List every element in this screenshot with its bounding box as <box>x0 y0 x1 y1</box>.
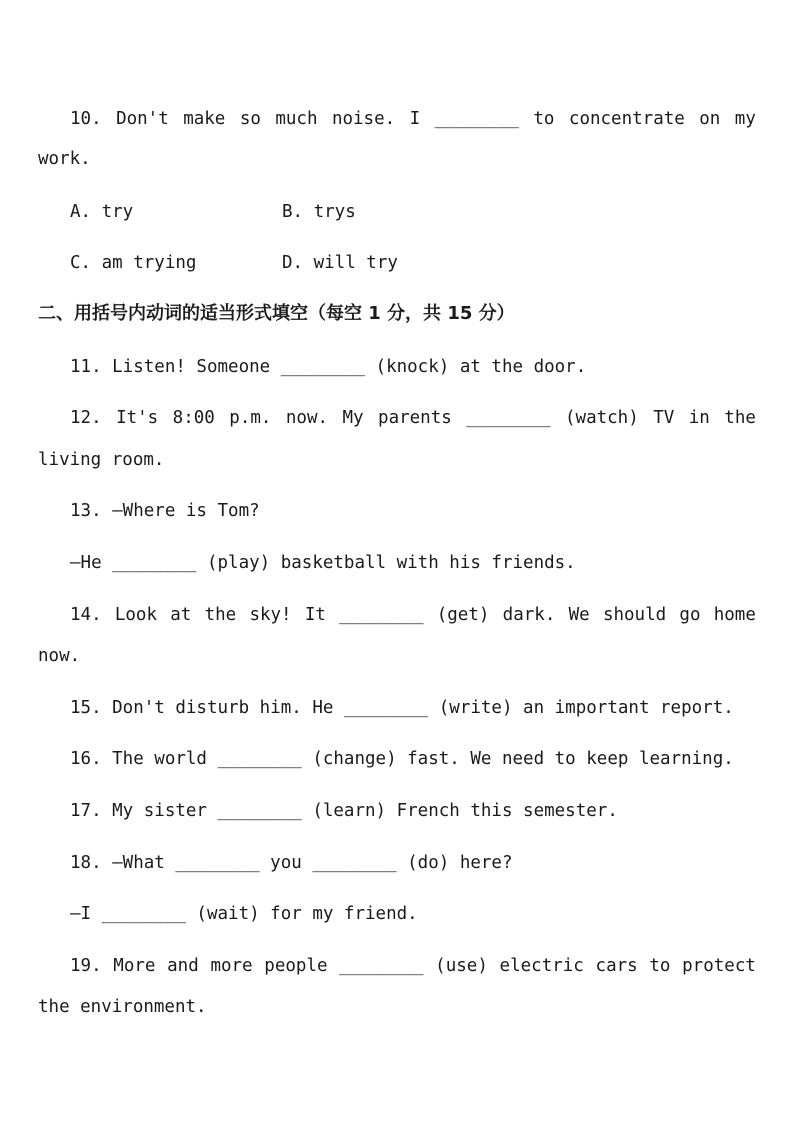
question-14 <box>70 603 756 627</box>
question-12 <box>70 406 756 430</box>
question-14-word: It <box>304 605 326 625</box>
question-10-continuation: work. <box>38 149 91 169</box>
question-10 <box>70 107 756 131</box>
question-12-word: (watch) <box>565 408 639 428</box>
question-10-word: concentrate <box>568 109 685 129</box>
question-17: 17. My sister ________ (learn) French this semester. <box>70 801 618 821</box>
question-12-word: TV <box>653 408 675 428</box>
question-10-word: noise. <box>331 109 396 129</box>
question-19-word: more <box>210 956 253 976</box>
question-12-word: 8:00 <box>172 408 215 428</box>
question-12-word: It's <box>116 408 159 428</box>
question-14-word: 14. <box>70 605 102 625</box>
section-heading: 二、用括号内动词的适当形式填空（每空 1 分，共 15 分） <box>38 303 515 324</box>
question-10-word: Don't <box>116 109 169 129</box>
option-b: B. trys <box>282 202 356 222</box>
question-13: 13. —Where is Tom? <box>70 501 260 521</box>
question-14-word: dark. <box>502 605 556 625</box>
question-19-word: to <box>649 956 671 976</box>
option-c: C. am trying <box>70 253 197 273</box>
question-14-word: We <box>568 605 590 625</box>
question-10-word: I <box>409 109 421 129</box>
question-18-answer: —I ________ (wait) for my friend. <box>70 904 418 924</box>
question-11: 11. Listen! Someone ________ (knock) at the door. <box>70 357 587 377</box>
question-10-word: make <box>183 109 226 129</box>
question-10-word: on <box>699 109 721 129</box>
question-12-word: ________ <box>466 408 551 428</box>
question-12-word: in <box>688 408 710 428</box>
question-12-word: now. <box>285 408 329 428</box>
question-14-word: ________ <box>339 605 424 625</box>
question-10-word: my <box>734 109 756 129</box>
question-12-word: parents <box>378 408 452 428</box>
question-15: 15. Don't disturb him. He ________ (write) an important report. <box>70 698 734 718</box>
question-14-word: the <box>204 605 237 625</box>
question-10-word: much <box>275 109 318 129</box>
question-19-continuation: the environment. <box>38 997 207 1017</box>
question-12-word: the <box>724 408 756 428</box>
question-14-word: home <box>713 605 756 625</box>
question-13-answer: —He ________ (play) basketball with his friends. <box>70 553 576 573</box>
question-18: 18. —What ________ you ________ (do) here? <box>70 853 513 873</box>
option-d: D. will try <box>282 253 398 273</box>
question-19-word: protect <box>682 956 756 976</box>
question-12-word: 12. <box>70 408 102 428</box>
question-14-word: at <box>170 605 192 625</box>
question-19 <box>70 954 756 978</box>
question-14-word: Look <box>114 605 158 625</box>
question-14-continuation: now. <box>38 646 81 666</box>
question-19-word: electric <box>499 956 584 976</box>
question-10-word: 10. <box>70 109 102 129</box>
question-19-word: ________ <box>339 956 424 976</box>
question-10-word: to <box>533 109 555 129</box>
question-10-word: so <box>239 109 261 129</box>
question-12-continuation: living room. <box>38 450 165 470</box>
question-19-word: (use) <box>435 956 488 976</box>
question-19-word: More <box>113 956 156 976</box>
question-14-word: go <box>679 605 701 625</box>
question-14-word: (get) <box>436 605 490 625</box>
question-10-word: ________ <box>434 109 519 129</box>
question-16: 16. The world ________ (change) fast. We need to keep learning. <box>70 749 734 769</box>
question-14-word: should <box>602 605 667 625</box>
question-19-word: people <box>264 956 328 976</box>
question-12-word: My <box>342 408 364 428</box>
question-12-word: p.m. <box>229 408 272 428</box>
question-19-word: cars <box>595 956 638 976</box>
question-19-word: and <box>167 956 199 976</box>
question-19-word: 19. <box>70 956 102 976</box>
question-14-word: sky! <box>249 605 292 625</box>
option-a: A. try <box>70 202 134 222</box>
